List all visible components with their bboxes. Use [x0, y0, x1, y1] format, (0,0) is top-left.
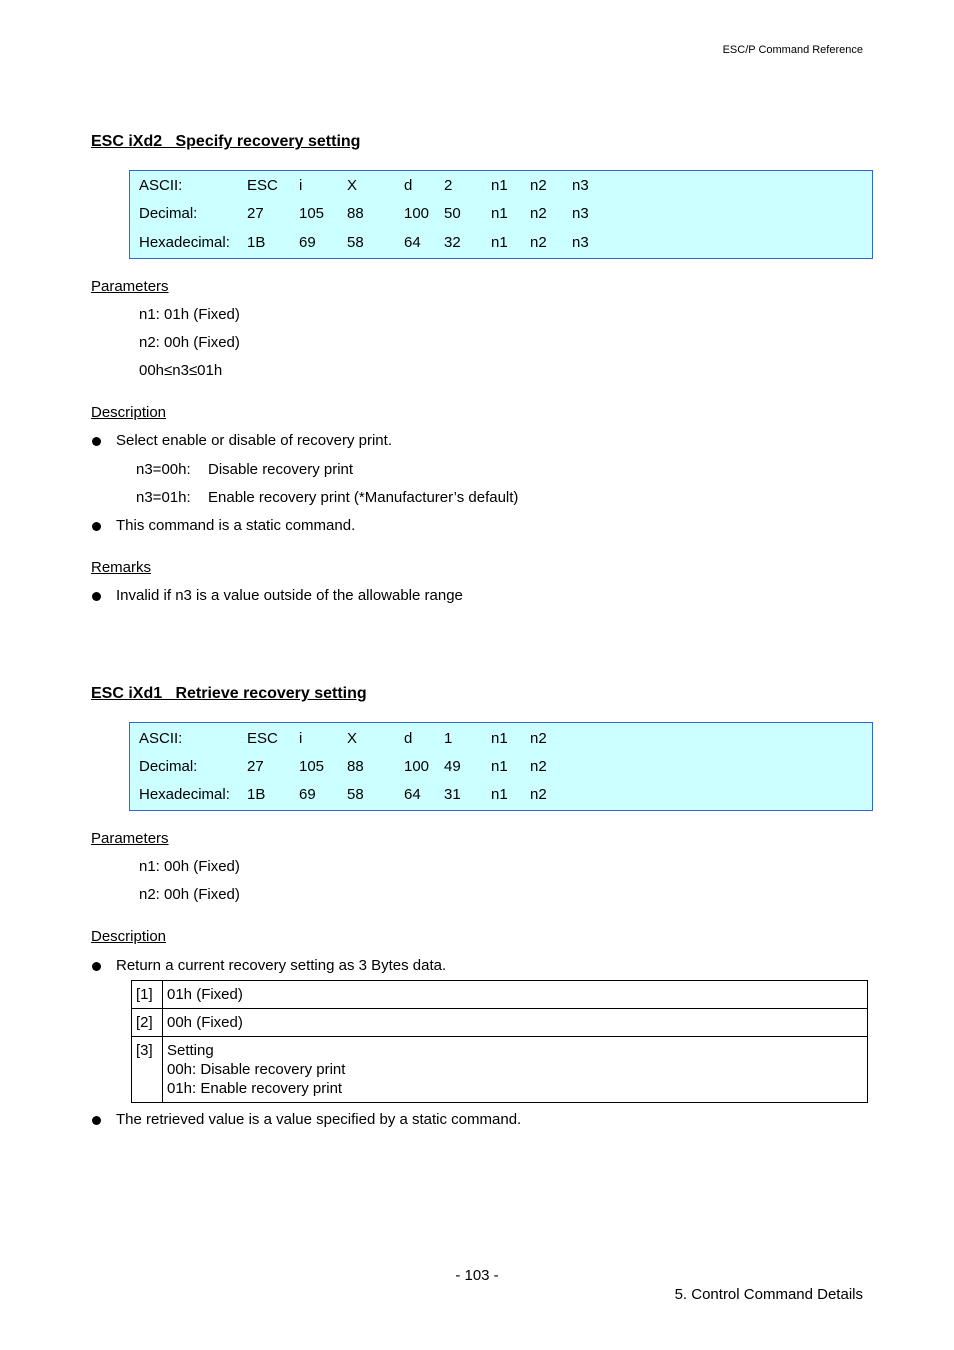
- cell: 58: [347, 234, 364, 251]
- table-row: [132, 1009, 868, 1037]
- cell-line: 00h: Disable recovery print: [167, 1061, 346, 1078]
- row-label: Hexadecimal:: [139, 234, 230, 251]
- cell: 100: [404, 205, 430, 222]
- cell: n2: [530, 786, 547, 803]
- description-heading: Description: [91, 404, 167, 421]
- cell-line: 01h (Fixed): [167, 986, 243, 1003]
- chapter-footer: 5. Control Command Details: [674, 1286, 863, 1303]
- cell: 100: [404, 758, 430, 775]
- cell-line: 01h: Enable recovery print: [167, 1080, 343, 1097]
- parameter: n2: 00h (Fixed): [139, 886, 240, 903]
- parameter: n1: 00h (Fixed): [139, 858, 240, 875]
- cell: 50: [444, 205, 461, 222]
- cell: n2: [530, 234, 547, 251]
- page-header: ESC/P Command Reference: [722, 44, 863, 56]
- table-cell-index: [1]: [132, 981, 163, 1009]
- section-title-specify-recovery: ESC iXd2 Specify recovery setting: [91, 133, 361, 150]
- cell: n1: [491, 730, 508, 747]
- cell: 1: [444, 730, 453, 747]
- cell: 58: [347, 786, 364, 803]
- cell: 64: [404, 234, 421, 251]
- bullet-icon: [92, 962, 101, 971]
- cell: n1: [491, 177, 508, 194]
- cell: X: [347, 730, 358, 747]
- cell: 1B: [247, 786, 266, 803]
- cell: 49: [444, 758, 461, 775]
- bullet-icon: [92, 592, 101, 601]
- row-label: Decimal:: [139, 205, 198, 222]
- cell: n1: [491, 786, 508, 803]
- cell: n2: [530, 758, 547, 775]
- cell: ESC: [247, 730, 278, 747]
- cell: d: [404, 177, 413, 194]
- cell: 31: [444, 786, 461, 803]
- row-label: ASCII:: [139, 730, 183, 747]
- bullet-icon: [92, 522, 101, 531]
- cell: 32: [444, 234, 461, 251]
- parameter: n2: 00h (Fixed): [139, 334, 240, 351]
- table-cell-value: [163, 1009, 868, 1037]
- setting-key: n3=01h:: [136, 489, 191, 506]
- page-number: - 103 -: [455, 1267, 499, 1284]
- cell: 27: [247, 758, 264, 775]
- setting-key: n3=00h:: [136, 461, 191, 478]
- table-row: [132, 1037, 868, 1103]
- table-cell-value: [163, 981, 868, 1009]
- cell: 27: [247, 205, 264, 222]
- cell: 105: [299, 758, 325, 775]
- command-box-specify: [129, 170, 873, 259]
- table-cell-index: [2]: [132, 1009, 163, 1037]
- cell: X: [347, 177, 358, 194]
- cell-line: 00h (Fixed): [167, 1014, 243, 1031]
- bullet-text: This command is a static command.: [116, 517, 356, 534]
- cell: 88: [347, 205, 364, 222]
- bullet-icon: [92, 1116, 101, 1125]
- remarks-heading: Remarks: [91, 559, 152, 576]
- bullet-text: Invalid if n3 is a value outside of the allowable range: [116, 587, 463, 604]
- table-cell-index: [3]: [132, 1037, 163, 1103]
- cell: n3: [572, 177, 589, 194]
- cell: i: [299, 177, 303, 194]
- row-label: ASCII:: [139, 177, 183, 194]
- cell: 105: [299, 205, 325, 222]
- bullet-text: Select enable or disable of recovery print.: [116, 432, 392, 449]
- table-cell-value: [163, 1037, 868, 1103]
- table-row: [132, 981, 868, 1009]
- row-label: Hexadecimal:: [139, 786, 230, 803]
- row-label: Decimal:: [139, 758, 198, 775]
- cell: n1: [491, 758, 508, 775]
- command-box-retrieve: [129, 722, 873, 811]
- cell: n3: [572, 234, 589, 251]
- parameters-heading: Parameters: [91, 278, 169, 295]
- cell: d: [404, 730, 413, 747]
- parameter: 00h≤n3≤01h: [139, 362, 223, 379]
- description-heading: Description: [91, 928, 167, 945]
- cell: 1B: [247, 234, 266, 251]
- bullet-icon: [92, 437, 101, 446]
- cell: n2: [530, 205, 547, 222]
- parameter: n1: 01h (Fixed): [139, 306, 240, 323]
- return-data-table: [131, 980, 868, 1103]
- cell: n3: [572, 205, 589, 222]
- cell: 69: [299, 234, 316, 251]
- parameters-heading: Parameters: [91, 830, 169, 847]
- cell: n2: [530, 730, 547, 747]
- cell: 64: [404, 786, 421, 803]
- cell: ESC: [247, 177, 278, 194]
- cell-line: Setting: [167, 1042, 214, 1059]
- cell: n1: [491, 205, 508, 222]
- cell: n2: [530, 177, 547, 194]
- bullet-text: The retrieved value is a value specified by a static command.: [116, 1111, 522, 1128]
- cell: i: [299, 730, 303, 747]
- bullet-text: Return a current recovery setting as 3 Bytes data.: [116, 957, 447, 974]
- setting-value: Enable recovery print (*Manufacturer’s default): [208, 489, 519, 506]
- setting-value: Disable recovery print: [208, 461, 354, 478]
- cell: 2: [444, 177, 453, 194]
- cell: n1: [491, 234, 508, 251]
- cell: 88: [347, 758, 364, 775]
- cell: 69: [299, 786, 316, 803]
- section-title-retrieve-recovery: ESC iXd1 Retrieve recovery setting: [91, 685, 367, 702]
